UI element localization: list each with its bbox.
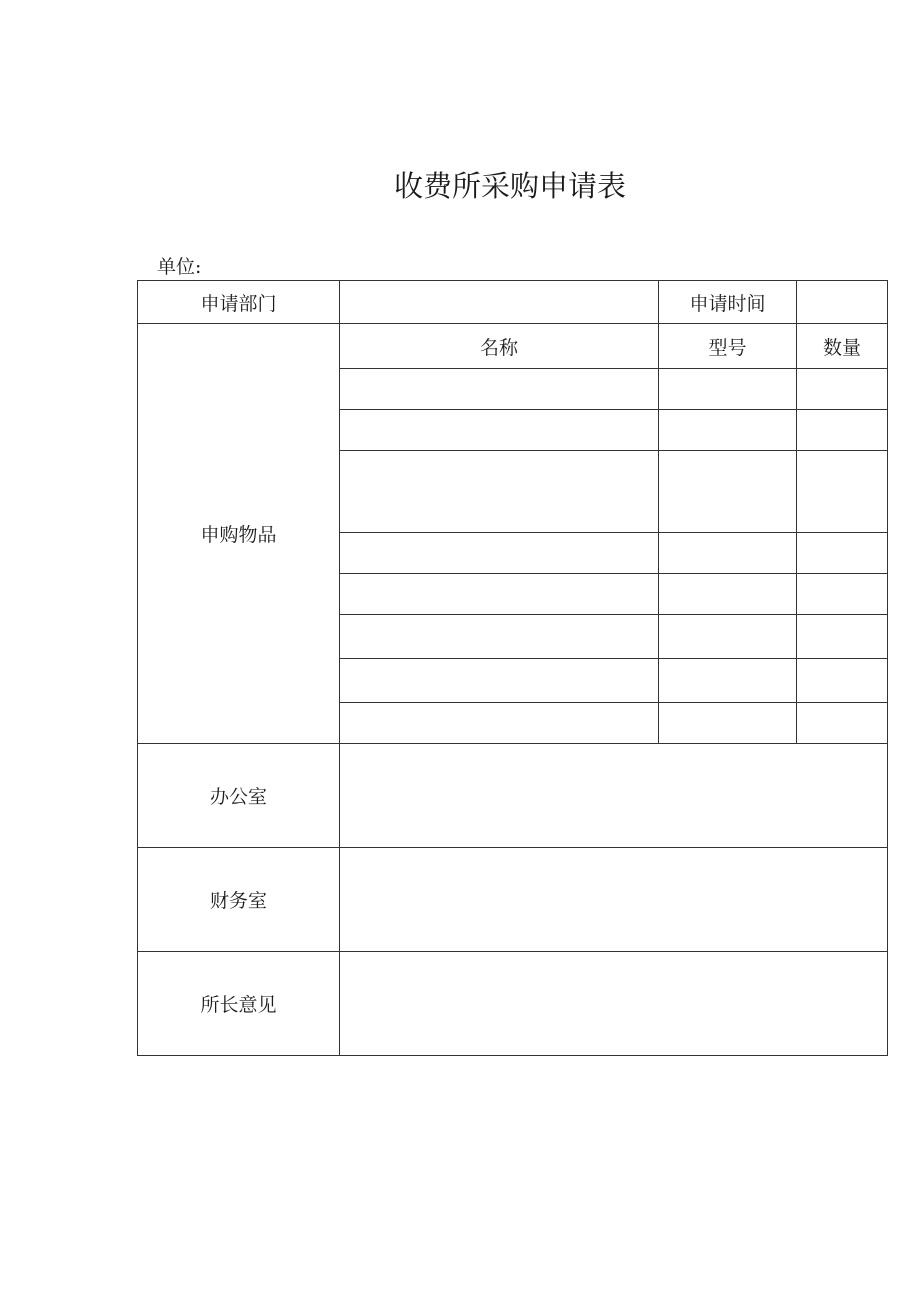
item-name-cell[interactable] xyxy=(340,615,659,659)
item-name-cell[interactable] xyxy=(340,410,659,451)
items-header-row xyxy=(138,324,888,369)
department-label: 申请部门 xyxy=(138,281,340,324)
department-field[interactable] xyxy=(340,281,659,324)
item-model-cell[interactable] xyxy=(659,369,797,410)
office-opinion-field[interactable] xyxy=(340,744,888,848)
item-model-cell[interactable] xyxy=(659,703,797,744)
item-name-cell[interactable] xyxy=(340,574,659,615)
unit-label: 单位: xyxy=(157,256,202,278)
item-name-cell[interactable] xyxy=(340,369,659,410)
item-quantity-cell[interactable] xyxy=(797,574,888,615)
director-opinion-field[interactable] xyxy=(340,952,888,1056)
director-label: 所长意见 xyxy=(138,952,340,1056)
apply-time-field[interactable] xyxy=(797,281,888,324)
item-model-cell[interactable] xyxy=(659,451,797,533)
item-model-cell[interactable] xyxy=(659,659,797,703)
office-row xyxy=(138,744,888,848)
item-name-cell[interactable] xyxy=(340,659,659,703)
office-label: 办公室 xyxy=(138,744,340,848)
column-header-quantity: 数量 xyxy=(797,324,888,369)
item-quantity-cell[interactable] xyxy=(797,703,888,744)
finance-opinion-field[interactable] xyxy=(340,848,888,952)
item-quantity-cell[interactable] xyxy=(797,615,888,659)
purchase-request-table xyxy=(137,280,888,1056)
item-model-cell[interactable] xyxy=(659,574,797,615)
page-title: 收费所采购申请表 xyxy=(393,169,626,203)
item-quantity-cell[interactable] xyxy=(797,659,888,703)
item-name-cell[interactable] xyxy=(340,533,659,574)
item-quantity-cell[interactable] xyxy=(797,533,888,574)
item-quantity-cell[interactable] xyxy=(797,410,888,451)
item-quantity-cell[interactable] xyxy=(797,451,888,533)
item-name-cell[interactable] xyxy=(340,703,659,744)
item-name-cell[interactable] xyxy=(340,451,659,533)
item-model-cell[interactable] xyxy=(659,410,797,451)
finance-label: 财务室 xyxy=(138,848,340,952)
finance-row xyxy=(138,848,888,952)
director-row xyxy=(138,952,888,1056)
apply-time-label: 申请时间 xyxy=(659,281,797,324)
department-row xyxy=(138,281,888,324)
items-label: 申购物品 xyxy=(138,324,340,744)
column-header-model: 型号 xyxy=(659,324,797,369)
item-model-cell[interactable] xyxy=(659,615,797,659)
item-model-cell[interactable] xyxy=(659,533,797,574)
item-quantity-cell[interactable] xyxy=(797,369,888,410)
column-header-name: 名称 xyxy=(340,324,659,369)
